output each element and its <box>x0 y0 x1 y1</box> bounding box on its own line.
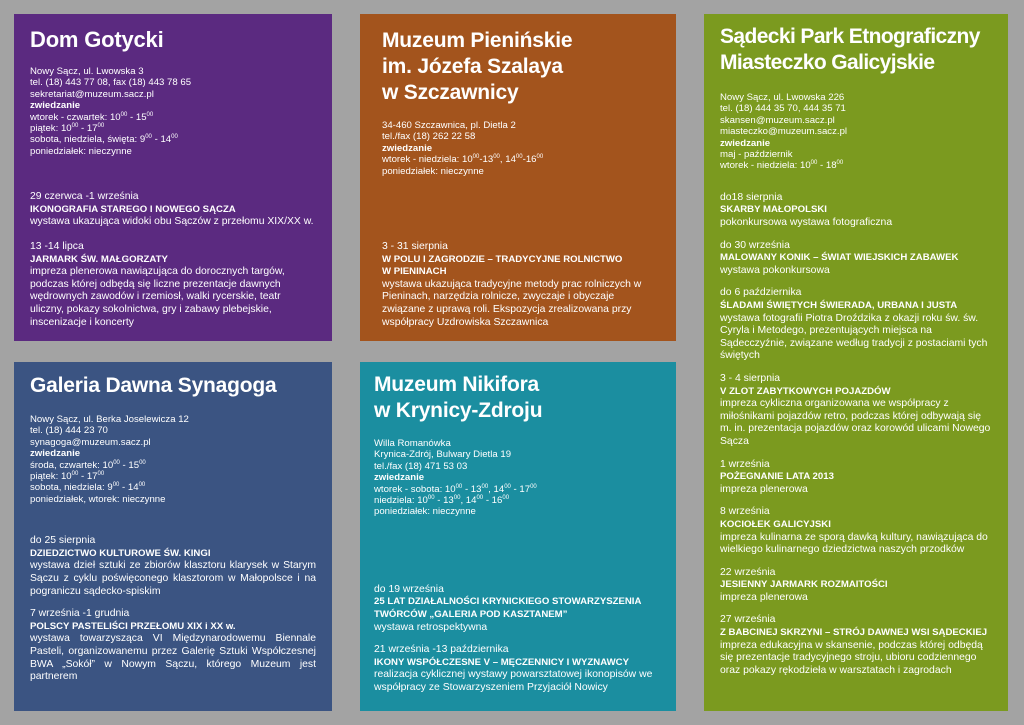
panel-dom-gotycki <box>14 14 332 341</box>
closed-days: poniedziałek: nieczynne <box>30 145 132 157</box>
season: maj - październik <box>720 149 793 161</box>
event-item <box>720 567 994 605</box>
event-item <box>720 614 994 677</box>
event-title: 25 LAT DZIAŁALNOŚCI KRYNICKIEGO STOWARZYSZENIA TWÓRCÓW „GALERIA POD KASZTANEM” <box>374 596 642 621</box>
contact-info <box>720 92 994 172</box>
event-description: impreza cykliczna organizowana we współpracy z miłośnikami pojazdów retro, podczas której odbywają się m. in. prezentacja pojazdów oraz korowód ulicami Nowego Sącza <box>720 398 991 447</box>
contact-info <box>30 66 316 157</box>
event-item <box>720 287 994 363</box>
visiting-label: zwiedzanie <box>30 100 81 112</box>
event-title: JARMARK ŚW. MAŁGORZATY <box>30 253 168 265</box>
event-description: impreza plenerowa <box>720 591 808 603</box>
event-item <box>382 241 656 329</box>
panel-muzeum-pieninskie <box>360 14 676 341</box>
hours-line: sobota, niedziela, święta: $9^{00} - 14^{00}$ <box>30 134 178 146</box>
hours-line: piątek: $10^{00} - 17^{00}$ <box>30 123 105 135</box>
event-title: JESIENNY JARMARK ROZMAITOŚCI <box>720 579 888 591</box>
phone: tel. (18) 444 23 70 <box>30 425 108 437</box>
visiting-label: zwiedzanie <box>382 142 433 154</box>
event-title: POŻEGNANIE LATA 2013 <box>720 471 834 483</box>
event-item <box>30 608 316 684</box>
closed-days: poniedziałek: nieczynne <box>374 506 476 518</box>
event-item <box>720 459 994 497</box>
event-title: V ZLOT ZABYTKOWYCH POJAZDÓW <box>720 385 891 397</box>
phone: tel./fax (18) 262 22 58 <box>382 131 476 143</box>
closed-days: poniedziałek, wtorek: nieczynne <box>30 493 166 505</box>
event-date: 8 września <box>720 506 770 518</box>
event-item <box>30 191 316 229</box>
event-title: POLSCY PASTELIŚCI PRZEŁOMU XIX i XX w. <box>30 620 236 632</box>
event-date: do 30 września <box>720 239 790 251</box>
panel-title: Dom Gotycki <box>30 27 164 52</box>
event-item <box>30 535 316 598</box>
event-title: DZIEDZICTWO KULTUROWE ŚW. KINGI <box>30 547 211 559</box>
event-date: 3 - 31 sierpnia <box>382 241 448 253</box>
event-description: impreza edukacyjna w skansenie, podczas której odbędą się prezentacje tradycyjnego stroju, ubioru codziennego oraz pokazy rękodzieła w warsztatach i zagrodach <box>720 639 983 676</box>
event-description: wystawa towarzysząca VI Międzynarodowemu Biennale Pasteli, organizowanemu przez Galerię Sztuki Współczesnej BWA „Sokół” w Nowym Sączu, którego Muzeum jest partnerem <box>30 633 316 683</box>
event-description: realizacja cyklicznej wystawy powarsztatowej ikonopisów we współpracy ze Stowarzyszeniem Przyjaciół Nowicy <box>374 669 653 693</box>
event-item <box>374 584 662 634</box>
event-date: do 19 września <box>374 583 444 595</box>
event-title: ŚLADAMI ŚWIĘTYCH ŚWIERADA, URBANA I JUSTA <box>720 300 958 311</box>
event-item <box>720 192 994 230</box>
event-description: wystawa pokonkursowa <box>720 264 830 276</box>
address: Nowy Sącz, ul. Lwowska 226 <box>720 92 845 103</box>
event-description: wystawa retrospektywna <box>374 621 488 633</box>
contact-info <box>374 438 662 518</box>
visiting-label: zwiedzanie <box>374 472 425 484</box>
event-description: impreza plenerowa <box>720 483 808 495</box>
contact-info <box>30 414 316 505</box>
panel-title: Galeria Dawna Synagoga <box>30 374 277 397</box>
event-title: KOCIOŁEK GALICYJSKI <box>720 518 831 530</box>
event-title: W POLU I ZAGRODZIE – TRADYCYJNE ROLNICTWO W PIENINACH <box>382 253 623 278</box>
event-date: do 6 października <box>720 287 802 299</box>
event-date: 29 czerwca -1 września <box>30 191 139 203</box>
address: Krynica-Zdrój, Bulwary Dietla 19 <box>374 449 512 461</box>
hours-line: środa, czwartek: $10^{00} - 15^{00}$ <box>30 459 146 471</box>
event-description: impreza kulinarna ze sporą dawką kultury, nawiązująca do wielkiego kulinarnego dziedzictwa naszych przodków <box>720 531 988 556</box>
event-title: Z BABCINEJ SKRZYNI – STRÓJ DAWNEJ WSI SĄDECKIEJ <box>720 627 988 639</box>
event-description: wystawa ukazująca tradycyjne metody prac rolniczych w Pieninach, narzędzia rolnicze, zwyczaje i obyczaje związane z uprawą roli. Ekspozycja zrealizowana przy współpracy Uzdrowiska Szczawnica <box>382 278 642 328</box>
event-date: do18 sierpnia <box>720 191 783 203</box>
panel-galeria-synagoga <box>14 362 332 711</box>
event-title: IKONY WSPÓŁCZESNE V – MĘCZENNICY I WYZNAWCY <box>374 656 629 668</box>
visiting-label: zwiedzanie <box>720 137 771 149</box>
event-date: 27 września <box>720 614 776 626</box>
event-item <box>30 241 316 329</box>
event-title: IKONOGRAFIA STAREGO I NOWEGO SĄCZA <box>30 203 236 215</box>
event-date: 22 września <box>720 566 776 578</box>
hours-line: wtorek - sobota: $10^{00} - 13^{00}$, $14^{00} - 17^{00}$ <box>374 483 537 495</box>
event-description: wystawa fotografii Piotra Droździka z okazji roku św. św. Cyryla i Metodego, prezentujących miejsca na Sądecczyźnie, związane według tradycji z postaciami tych świętych <box>720 312 988 362</box>
closed-days: poniedziałek: nieczynne <box>382 165 484 177</box>
hours-line: wtorek - czwartek: $10^{00} - 15^{00}$ <box>30 111 154 123</box>
email: synagoga@muzeum.sacz.pl <box>30 436 151 448</box>
event-description: pokonkursowa wystawa fotograficzna <box>720 217 893 229</box>
phone: tel. (18) 444 35 70, 444 35 71 <box>720 103 846 115</box>
place-name: Willa Romanówka <box>374 438 451 449</box>
visiting-label: zwiedzanie <box>30 448 81 460</box>
email: sekretariat@muzeum.sacz.pl <box>30 88 154 100</box>
email: miasteczko@muzeum.sacz.pl <box>720 126 848 138</box>
panel-title: Sądecki Park Etnograficzny Miasteczko Galicyjskie <box>720 25 980 74</box>
hours-line: wtorek - niedziela: $10^{00} - 18^{00}$ <box>720 160 844 172</box>
hours-line: sobota, niedziela: $9^{00} - 14^{00}$ <box>30 482 146 494</box>
event-description: impreza plenerowa nawiązująca do dorocznych targów, podczas której odbędą się liczne prezentacje dawnych wędrownych zawodów i rzemiosł, walki rycerskie, teatr uliczny, pokazy sokolnictwa, gry i zabawy plebejskie, inscenizacje i koncerty <box>30 266 285 328</box>
event-item <box>374 644 662 694</box>
event-title: SKARBY MAŁOPOLSKI <box>720 204 827 216</box>
panel-muzeum-nikifora <box>360 362 676 711</box>
hours-line: piątek: $10^{00} - 17^{00}$ <box>30 471 105 483</box>
address: Nowy Sącz, ul. Berka Joselewicza 12 <box>30 414 189 425</box>
panel-title: Muzeum Nikifora w Krynicy-Zdroju <box>374 373 543 422</box>
hours-line: niedziela: $10^{00} - 13^{00}$, $14^{00} - 16^{00}$ <box>374 495 510 507</box>
event-title: MALOWANY KONIK – ŚWIAT WIEJSKICH ZABAWEK <box>720 252 959 264</box>
panel-title: Muzeum Pienińskie im. Józefa Szalaya w Szczawnicy <box>382 29 573 104</box>
event-date: 1 września <box>720 458 770 470</box>
address: Nowy Sącz, ul. Lwowska 3 <box>30 66 144 77</box>
event-date: 13 -14 lipca <box>30 241 84 253</box>
event-date: 21 września -13 października <box>374 644 509 656</box>
event-description: wystawa ukazująca widoki obu Sączów z przełomu XIX/XX w. <box>30 216 314 228</box>
event-date: 3 - 4 sierpnia <box>720 372 781 384</box>
event-item <box>720 240 994 278</box>
contact-info <box>382 120 656 177</box>
address: 34-460 Szczawnica, pl. Dietla 2 <box>382 120 516 131</box>
event-item <box>720 506 994 556</box>
phone: tel. (18) 443 77 08, fax (18) 443 78 65 <box>30 77 192 89</box>
event-description: wystawa dzieł sztuki ze zbiorów klasztoru klarysek w Starym Sączu z cyklu poświęconego klasztorom w Małopolsce i na pograniczu sądecko-spiskim <box>30 560 316 597</box>
event-date: do 25 sierpnia <box>30 535 96 547</box>
email: skansen@muzeum.sacz.pl <box>720 114 835 126</box>
hours-line: wtorek - niedziela: $10^{00}-13^{00}$, $14^{00}-16^{00}$ <box>382 154 544 166</box>
phone: tel./fax (18) 471 53 03 <box>374 460 468 472</box>
event-date: 7 września -1 grudnia <box>30 608 130 620</box>
panel-sadecki-park <box>704 14 1008 711</box>
event-item <box>720 373 994 449</box>
